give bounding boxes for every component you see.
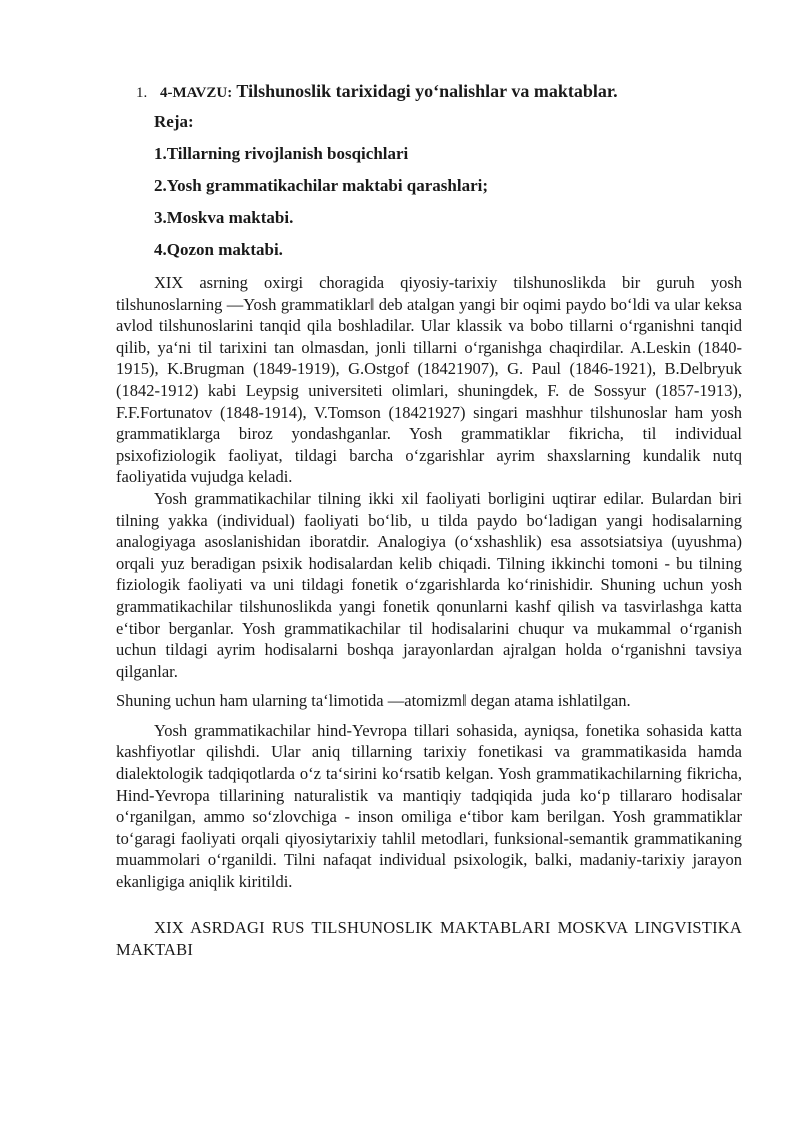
- topic-title-text: Tilshunoslik tarixidagi yo‘nalishlar va maktablar.: [236, 81, 618, 101]
- section-heading: XIX ASRDAGI RUS TILSHUNOSLIK MAKTABLARI MOSKVA LINGVISTIKA MAKTABI: [116, 917, 742, 959]
- plan-heading: Reja:: [154, 112, 194, 131]
- list-number: 1.: [136, 85, 148, 101]
- paragraph: Shuning uchun ham ularning ta‘limotida ―atomizm‖ degan atama ishlatilgan.: [116, 691, 631, 711]
- paragraph: Yosh grammatikachilar hind-Yevropa tillari sohasida, ayniqsa, fonetika sohasida katta kashfiyotlar qilishdi. Ular aniq tillarning tarixiy fonetikasi va grammatikasida hamda dialektologik tadqiqotlarda o‘z ta‘sirini ko‘rsatib kelgan. Yosh grammatikachilarning fikricha, Hind-Yevropa tillarining naturalistik va mantiqiy tadqiqida juda ko‘p tillararo hodisalar o‘rganilgan, ammo so‘zlovchiga - inson omiliga e‘tibor kam berilgan. Yosh grammatiklar to‘garagi faoliyati orqali qiyosiytarixiy tahlil metodlari, funksional-semantik grammatikaning muammolari o‘rganildi. Tilni nafaqat individual psixologik, balki, madaniy-tarixiy jarayon ekanligiga aniqlik kiritildi.: [116, 720, 742, 892]
- paragraph: Yosh grammatikachilar tilning ikki xil faoliyati borligini uqtirar edilar. Bulardan biri tilning yakka (individual) faoliyati bo‘lib, u tilda paydo bo‘ladigan yangi hodisalarning analogiyaga asoslanishidan iboratdir. Analogiya (o‘xshashlik) esa assotsiatsiya (uyushma) orqali yuz beradigan psixik hodisalardan kelib chiqadi. Tilning ikkinchi tomoni - bu tilning fiziologik faoliyati va uni tildagi fonetik o‘zgarishlarda ko‘rinishidir. Shuning uchun yosh grammatikachilar tilshunoslikda yangi fonetik qonunlarni kashf qilish va tasvirlashga katta e‘tibor berganlar. Yosh grammatikachilar til hodisalarini chuqur va mukammal o‘rganish uchun tildagi ayrim hodisalarni boshqa jarayonlardan ajralgan holda o‘rganishni tavsiya qilganlar.: [116, 488, 742, 681]
- document-page: [116, 78, 742, 961]
- plan-section: [154, 112, 742, 260]
- topic-label: 4-MAVZU:: [160, 85, 233, 101]
- plan-item: 3.Moskva maktabi.: [154, 208, 294, 227]
- paragraph: XIX asrning oxirgi choragida qiyosiy-tarixiy tilshunoslikda bir guruh yosh tilshunoslarning ―Yosh grammatiklar‖ deb atalgan yangi bir oqimi paydo bo‘ldi va ular keksa avlod tilshunoslarini tanqid qila boshladilar. Ular klassik va bobo tillarni o‘rganishni tanqid qilib, ya‘ni til tarixini tan olmasdan, jonli tillarni o‘rganishga chaqirdilar. A.Leskin (1840-1915), K.Brugman (1849-1919), G.Ostgof (18421907), G. Paul (1846-1921), B.Delbryuk (1842-1912) kabi Leypsig universiteti olimlari, shuningdek, F. de Sossyur (1857-1913), F.F.Fortunatov (1848-1914), V.Tomson (18421927) singari mashhur tilshunoslar ham yosh grammatiklarga biroz yondashganlar. Yosh grammatiklar fikricha, til individual psixofiziologik faoliyat, tildagi barcha o‘zgarishlar ayrim shaxslarning kundalik nutq faoliyatida vujudga keladi.: [116, 273, 742, 487]
- plan-item: 1.Tillarning rivojlanish bosqichlari: [154, 144, 409, 163]
- topic-title: [136, 78, 742, 104]
- plan-item: 4.Qozon maktabi.: [154, 240, 283, 259]
- plan-item: 2.Yosh grammatikachilar maktabi qarashlari;: [154, 176, 489, 195]
